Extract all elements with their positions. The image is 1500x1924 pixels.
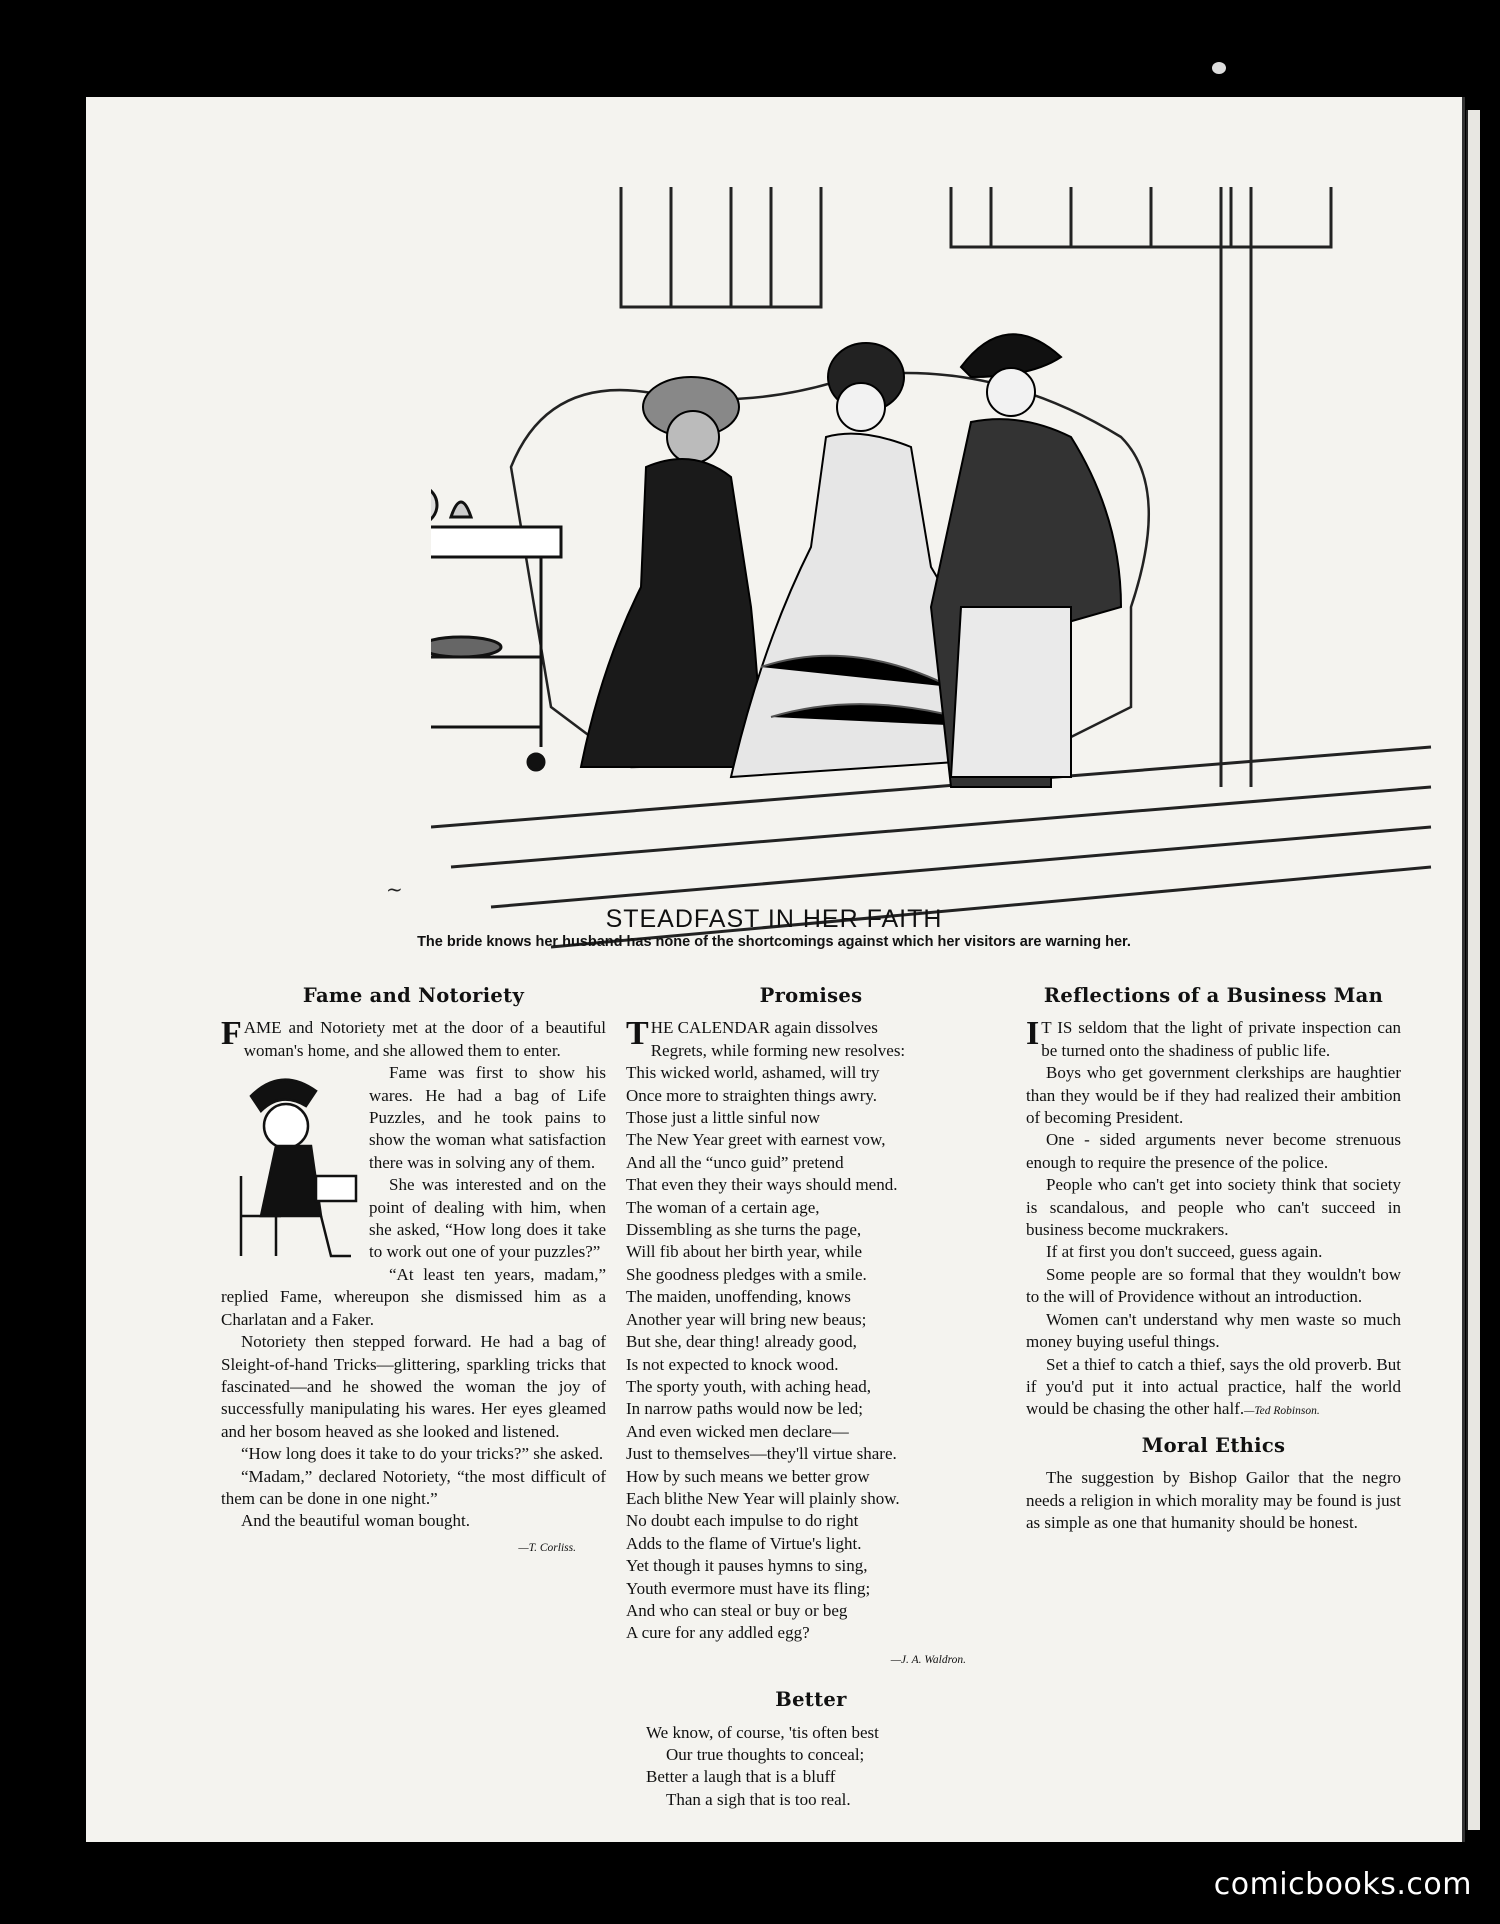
poem-line: Yet though it pauses hymns to sing, [626, 1556, 868, 1576]
poem-line: But she, dear thing! already good, [626, 1332, 857, 1352]
heading-reflections: Reflections of a Business Man [1043, 984, 1384, 1007]
paragraph: “At least ten years, madam,” replied Fame, whereupon she dismissed him as a Charlatan and a Faker. [221, 1264, 606, 1329]
paragraph: “Madam,” declared Notoriety, “the most difficult of them can be done in one night.” [221, 1466, 606, 1508]
poem-line: How by such means we better grow [626, 1466, 870, 1486]
column-fame-and-notoriety [221, 977, 606, 1559]
paragraph: Fame was first to show his wares. He had a bag of Life Puzzles, and he took pains to show the woman what satisfaction there was in solving any of them. [369, 1063, 606, 1172]
paragraph: Some people are so formal that they wouldn't bow to the will of Providence without an introduction. [1026, 1264, 1401, 1307]
poem-line: Is not expected to knock wood. [626, 1354, 839, 1374]
poem-line: Better a laugh that is a bluff [646, 1767, 836, 1787]
heading-moral-ethics: Moral Ethics [1141, 1433, 1286, 1457]
heading-promises: Promises [759, 984, 863, 1007]
paragraph: “How long does it take to do your tricks?” she asked. [241, 1444, 604, 1464]
poem-line: A cure for any addled egg? [626, 1623, 810, 1643]
poem-line: Than a sigh that is too real. [666, 1789, 851, 1809]
paragraph-text: T IS seldom that the light of private inspection can be turned onto the shadiness of public life. [1041, 1018, 1401, 1060]
paragraph: She was interested and on the point of dealing with him, when she asked, “How long does it take to work out one of your puzzles?” [369, 1175, 606, 1262]
poem-line: Those just a little sinful now [626, 1108, 821, 1128]
paragraph: People who can't get into society think that society is scandalous, and people who can't succeed in business become muckrakers. [1026, 1175, 1401, 1240]
paragraph: One - sided arguments never become strenuous enough to require the presence of the police. [1026, 1130, 1401, 1172]
poem-better [646, 1722, 996, 1812]
paragraph: Boys who get government clerkships are haughtier than they would be if they had realized their ambition of becoming President. [1026, 1063, 1401, 1128]
illustration-title: STEADFAST IN HER FAITH [605, 905, 943, 933]
poem-line: Once more to straighten things awry. [626, 1085, 877, 1105]
poem-line: No doubt each impulse to do right [626, 1511, 859, 1531]
column-reflections [1026, 977, 1401, 1534]
drop-cap: T [626, 1015, 649, 1053]
poem-line: HE CALENDAR again dissolves [650, 1018, 878, 1038]
poem-line: Regrets, while forming new resolves: [650, 1040, 906, 1060]
byline: —Ted Robinson. [1244, 1405, 1320, 1418]
poem-line: The maiden, unoffending, knows [626, 1287, 851, 1307]
poem-line: The woman of a certain age, [626, 1197, 820, 1217]
poem-line: Youth evermore must have its fling; [626, 1578, 871, 1598]
poem-line: And all the “unco guid” pretend [626, 1152, 844, 1172]
poem-line: And even wicked men declare— [626, 1421, 849, 1441]
paragraph: If at first you don't succeed, guess again. [1046, 1242, 1323, 1262]
paragraph [221, 1017, 606, 1062]
drop-cap: F [221, 1015, 242, 1053]
poem-line: That even they their ways should mend. [626, 1175, 898, 1195]
paragraph-text: Set a thief to catch a thief, says the old proverb. But if you'd put it into actual practice, half the world would be chasing the other half. [1026, 1354, 1401, 1419]
poem-promises [626, 1017, 996, 1644]
poem-line: In narrow paths would now be led; [626, 1399, 864, 1419]
watermark: comicbooks.com [1213, 1867, 1472, 1902]
poem-line: And who can steal or buy or beg [626, 1600, 848, 1620]
poem-line: Adds to the flame of Virtue's light. [626, 1533, 862, 1553]
poem-line: Another year will bring new beaus; [626, 1309, 867, 1329]
drop-cap: I [1026, 1015, 1040, 1053]
magazine-page [86, 97, 1465, 1842]
poem-lines [626, 1017, 996, 1644]
illustration-tea-party [431, 187, 1500, 967]
jester-reading-icon [221, 1066, 361, 1266]
byline: —T. Corliss. [518, 1541, 576, 1554]
illustration-caption: The bride knows her husband has none of the shortcomings against which her visitors are warning her. [417, 934, 1131, 950]
poem-line: Will fib about her birth year, while [626, 1242, 863, 1262]
adjacent-page-edge [1466, 110, 1480, 1830]
poem-line: The sporty youth, with aching head, [626, 1376, 872, 1396]
poem-line: We know, of course, 'tis often best [646, 1722, 879, 1742]
poem-line: Dissembling as she turns the page, [626, 1220, 862, 1240]
artist-signature: ~ [386, 877, 403, 901]
heading-fame-and-notoriety: Fame and Notoriety [302, 984, 525, 1007]
heading-better: Better [775, 1688, 847, 1712]
paragraph [1026, 1017, 1401, 1062]
poem-line: Each blithe New Year will plainly show. [626, 1488, 900, 1508]
paragraph-text: AME and Notoriety met at the door of a beautiful woman's home, and she allowed them to enter. [243, 1018, 606, 1060]
paragraph: And the beautiful woman bought. [241, 1511, 470, 1531]
poem-line: This wicked world, ashamed, will try [626, 1063, 880, 1083]
paragraph: Women can't understand why men waste so much money buying useful things. [1026, 1309, 1401, 1352]
dust-speck [1212, 62, 1226, 74]
poem-line: Our true thoughts to conceal; [666, 1745, 865, 1764]
paragraph: Notoriety then stepped forward. He had a bag of Sleight-of-hand Tricks—glittering, sparkling tricks that fascinated—and he showed the woman the joy of successfully manipulating his wares. Her eyes gleamed and her bosom heaved as she looked and listened. [221, 1332, 606, 1441]
poem-line: She goodness pledges with a smile. [626, 1264, 867, 1284]
column-promises [626, 977, 996, 1828]
paragraph: The suggestion by Bishop Gailor that the negro needs a religion in which morality may be found is just as simple as one that humanity should be honest. [1026, 1468, 1401, 1532]
paragraph [1026, 1354, 1401, 1423]
poem-line: Just to themselves—they'll virtue share. [626, 1444, 897, 1464]
byline: —J. A. Waldron. [890, 1653, 966, 1666]
poem-line: The New Year greet with earnest vow, [626, 1130, 886, 1150]
